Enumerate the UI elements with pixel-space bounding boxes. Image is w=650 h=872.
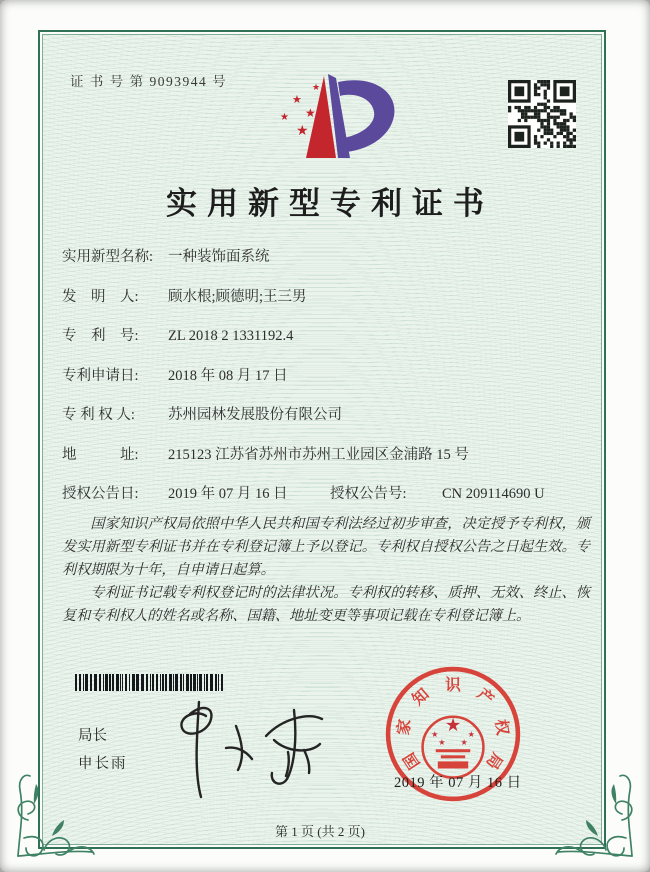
field-value: ZL 2018 2 1331192.4 [168,328,294,344]
field-label: 专 利 权 人: [62,407,135,423]
svg-text:★: ★ [312,83,321,93]
corner-flourish-right-icon [542,760,638,860]
signature-handwriting [160,694,335,804]
svg-text:识: 识 [445,676,461,694]
qr-code-icon [508,80,576,148]
svg-text:★: ★ [280,112,289,123]
field-row-address [62,445,590,465]
field-label: 授权公告日: [62,486,139,502]
field-value: 2018 年 08 月 17 日 [168,367,288,384]
field-label: 专 利 号: [62,328,139,344]
official-title: 局长 [78,728,107,744]
svg-text:家: 家 [395,718,415,737]
svg-text:权: 权 [491,718,511,737]
field-value: 215123 江苏省苏州市苏州工业园区金浦路 15 号 [168,446,469,463]
corner-flourish-left-icon [12,760,108,860]
cnipa-logo-icon [258,72,408,162]
svg-text:★: ★ [296,123,309,139]
svg-text:局: 局 [482,749,506,772]
barcode-icon [75,674,225,691]
field-row-grant [62,484,590,504]
field-value: 苏州园林发展股份有限公司 [168,407,342,423]
field-label: 实用新型名称: [62,249,154,265]
svg-text:★: ★ [431,729,439,740]
field-label: 发 明 人: [62,288,139,305]
field-label: 专利申请日: [62,367,139,384]
field-value: 一种装饰面系统 [168,249,270,265]
legal-text-paragraph: 国家知识产权局依照中华人民共和国专利法经过初步审查，决定授予专利权，颁发实用新型专利证书并在专利登记簿上予以登记。专利权自授权公告之日起生效。专利权期限为十年，自申请日起算。 [62,516,590,578]
field-row-filing-date [62,366,590,386]
field-row-name [62,247,590,267]
field-row-patent-number [62,326,590,346]
field-label: 授权公告号: [330,486,407,502]
official-name: 申长雨 [78,755,128,772]
page-number: 第 1 页 (共 2 页) [275,824,365,839]
svg-text:★: ★ [292,93,302,106]
field-value: 顾水根;顾德明;王三男 [168,288,307,305]
seal-date: 2019 年 07 月 16 日 [394,775,522,791]
legal-text-paragraph: 专利证书记载专利权登记时的法律状况。专利权的转移、质押、无效、终止、恢复和专利权人的姓名或名称、国籍、地址变更等事项记载在专利登记簿上。 [62,585,590,624]
field-row-inventors [62,287,590,307]
field-list [62,247,590,524]
field-value: 2019 年 07 月 16 日 [168,486,288,502]
svg-text:★: ★ [460,737,468,748]
svg-text:★: ★ [467,729,475,740]
svg-text:★: ★ [438,737,446,748]
legal-text [62,513,590,628]
svg-text:国: 国 [400,749,424,772]
field-row-patentee [62,405,590,425]
field-label: 地 址: [62,446,139,463]
svg-text:知: 知 [409,685,433,709]
field-value: CN 209114690 U [442,486,545,502]
certificate-title: 实用新型专利证书 [166,186,494,221]
certificate-number: 证 书 号 第 9093944 号 [70,74,228,89]
svg-text:★: ★ [444,714,462,736]
svg-text:产: 产 [473,685,497,709]
svg-text:★: ★ [305,106,316,120]
